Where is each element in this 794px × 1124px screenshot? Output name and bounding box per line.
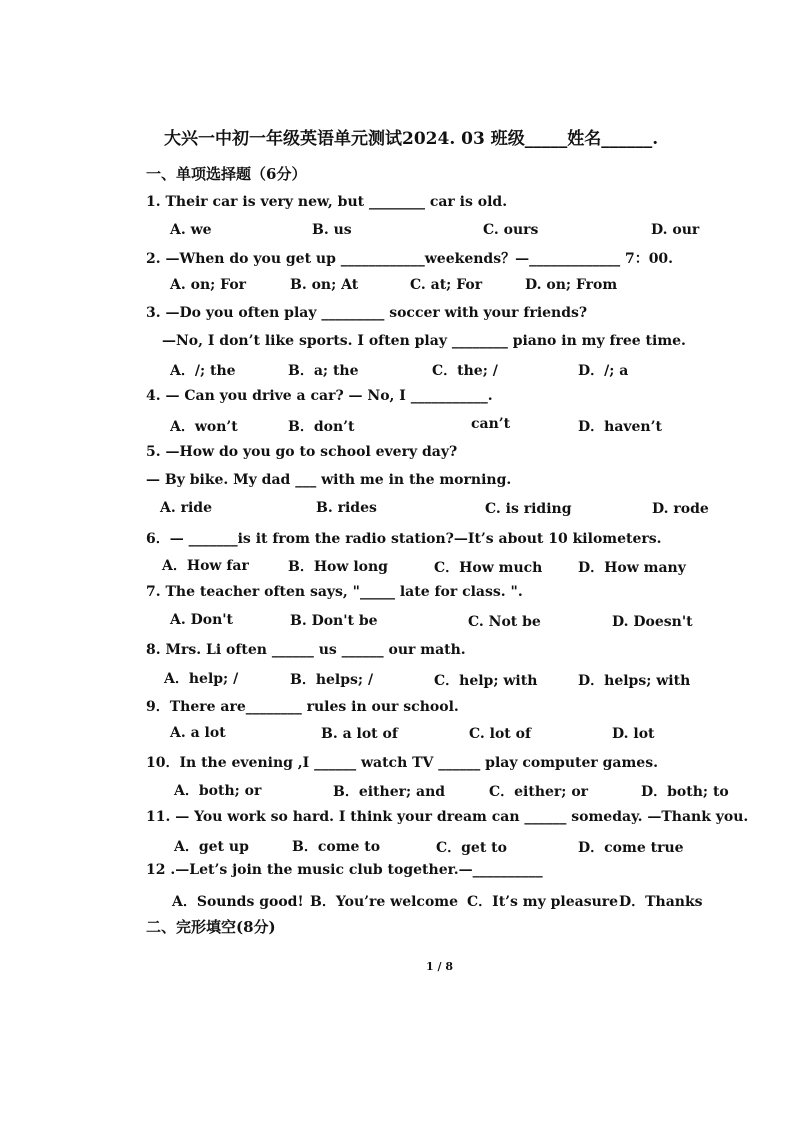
question-7-option-d: D. Doesn't: [612, 614, 693, 630]
question-11-option-b: B．come to: [292, 839, 381, 855]
question-3-option-a: A．/; the: [170, 363, 236, 379]
question-7-option-c: C. Not be: [468, 614, 541, 630]
question-5-stem-line-2: — By bike. My dad ___ with me in the morning.: [146, 472, 512, 488]
question-7-option-a: A. Don't: [170, 612, 234, 628]
question-3-option-b: B．a; the: [288, 363, 359, 379]
question-7-option-b: B. Don't be: [290, 613, 378, 629]
question-2-option-d: D. on; From: [525, 277, 618, 293]
question-4-option-b: B．don’t: [288, 419, 355, 435]
question-10-option-c: C．either; or: [489, 784, 589, 800]
question-11-option-a: A．get up: [174, 839, 249, 855]
question-8-option-a: A．help; /: [164, 671, 239, 687]
question-2-option-b: B. on; At: [290, 277, 359, 293]
question-9-option-b: B. a lot of: [321, 726, 398, 742]
question-9-option-c: C. lot of: [469, 726, 532, 742]
question-10-option-a: A．both; or: [174, 783, 262, 799]
question-12-option-d: D．Thanks: [619, 894, 703, 910]
question-3-stem-line-2: —No, I don’t like sports. I often play ________ piano in my free time.: [162, 333, 686, 349]
question-8-option-b: B．helps; /: [290, 672, 374, 688]
question-6-option-a: A．How far: [162, 558, 249, 574]
page-title: 大兴一中初一年级英语单元测试2024. 03 班级_____姓名______.: [164, 129, 659, 149]
question-3-stem: 3. —Do you often play _________ soccer with your friends?: [146, 305, 588, 321]
question-1-option-c: C. ours: [483, 222, 539, 238]
question-10-stem: 10．In the evening ,I ______ watch TV ______ play computer games.: [146, 755, 658, 771]
question-1-stem: 1. Their car is very new, but ________ car is old.: [146, 194, 508, 210]
question-5-option-b: B. rides: [316, 500, 377, 516]
section-heading-2: 二、完形填空(8分): [146, 918, 276, 936]
question-10-option-b: B．either; and: [333, 784, 446, 800]
question-5-stem: 5. —How do you go to school every day?: [146, 444, 458, 460]
question-4-stem: 4. — Can you drive a car? — No, I ___________.: [146, 388, 493, 404]
question-1-option-b: B. us: [312, 222, 352, 238]
question-8-stem: 8. Mrs. Li often ______ us ______ our math.: [146, 642, 466, 658]
question-3-option-d: D．/; a: [578, 363, 629, 379]
question-9-stem: 9．There are________ rules in our school.: [146, 699, 459, 715]
question-6-option-d: D．How many: [578, 560, 686, 576]
question-12-stem: 12 .—Let’s join the music club together.—__________: [146, 862, 543, 878]
question-2-stem: 2. —When do you get up ____________weekends？—_____________ 7：00.: [146, 251, 674, 267]
question-11-stem: 11. — You work so hard. I think your dream can ______ someday. —Thank you.: [146, 809, 749, 825]
section-heading-1: 一、单项选择题（6分）: [146, 165, 307, 183]
question-2-option-c: C. at; For: [410, 277, 483, 293]
question-1-option-a: A. we: [170, 222, 212, 238]
question-5-option-c: C. is riding: [485, 501, 572, 517]
question-9-option-d: D. lot: [612, 726, 655, 742]
question-7-stem: 7. The teacher often says, "_____ late for class. ".: [146, 584, 523, 600]
question-11-option-c: C．get to: [436, 840, 507, 856]
question-5-option-a: A. ride: [160, 500, 213, 516]
question-6-option-c: C．How much: [434, 560, 543, 576]
question-8-option-d: D．helps; with: [578, 673, 691, 689]
question-11-option-d: D．come true: [578, 840, 684, 856]
question-6-stem: 6．— _______is it from the radio station?—It’s about 10 kilometers.: [146, 531, 662, 547]
question-4-option-a: A．won’t: [170, 419, 238, 435]
page-number: 1 / 8: [426, 960, 453, 973]
question-9-option-a: A. a lot: [170, 725, 226, 741]
question-12-option-c: C．It’s my pleasure: [467, 894, 619, 910]
question-12-option-b: B．You’re welcome: [310, 894, 459, 910]
question-10-option-d: D．both; to: [641, 784, 729, 800]
question-4-option-d: D．haven’t: [578, 419, 662, 435]
question-1-option-d: D. our: [651, 222, 700, 238]
question-8-option-c: C．help; with: [434, 673, 538, 689]
question-5-option-d: D. rode: [652, 501, 709, 517]
question-12-option-a: A．Sounds good!: [172, 894, 304, 910]
question-4-option-c: can’t: [471, 416, 511, 432]
question-2-option-a: A. on; For: [170, 277, 247, 293]
question-6-option-b: B．How long: [288, 559, 388, 575]
question-3-option-c: C．the; /: [432, 363, 498, 379]
